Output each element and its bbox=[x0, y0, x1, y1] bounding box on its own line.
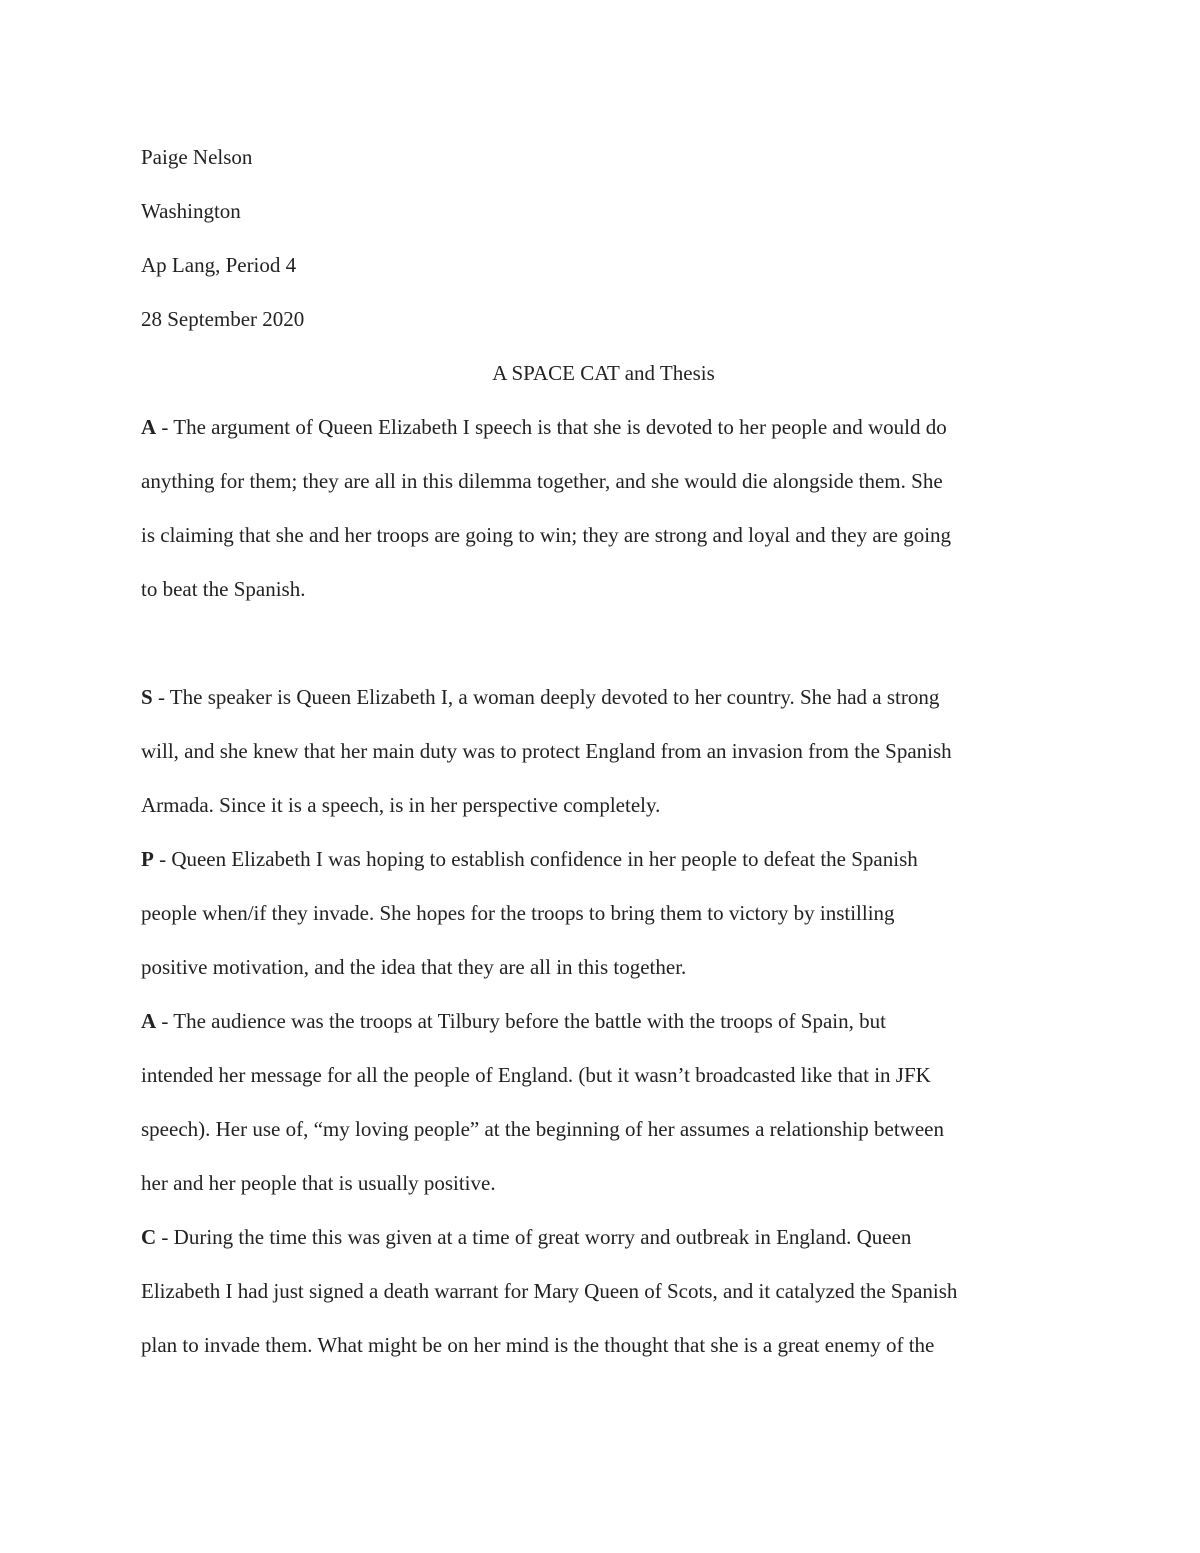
section-text-line: - The speaker is Queen Elizabeth I, a woman deeply devoted to her country. She had a strong bbox=[152, 685, 940, 709]
section-purpose bbox=[141, 832, 1066, 994]
section-text-line: positive motivation, and the idea that they are all in this together. bbox=[141, 955, 687, 979]
section-text-line: Armada. Since it is a speech, is in her perspective completely. bbox=[141, 793, 661, 817]
section-text-line: anything for them; they are all in this dilemma together, and she would die alongside them. She bbox=[141, 469, 943, 493]
section-text-line: to beat the Spanish. bbox=[141, 577, 306, 601]
section-text-line: - The argument of Queen Elizabeth I speech is that she is devoted to her people and would do bbox=[156, 415, 947, 439]
section-label: C bbox=[141, 1225, 157, 1249]
section-text-line: her and her people that is usually positive. bbox=[141, 1171, 496, 1195]
section-audience bbox=[141, 994, 1066, 1210]
section-label: A bbox=[141, 415, 157, 439]
document-date: 28 September 2020 bbox=[141, 307, 305, 331]
section-text-line: plan to invade them. What might be on her mind is the thought that she is a great enemy of the bbox=[141, 1333, 935, 1357]
section-text-line: Elizabeth I had just signed a death warrant for Mary Queen of Scots, and it catalyzed the Spanish bbox=[141, 1279, 958, 1303]
section-label: A bbox=[141, 1009, 157, 1033]
section-text-line: - Queen Elizabeth I was hoping to establish confidence in her people to defeat the Spanish bbox=[153, 847, 918, 871]
student-name: Paige Nelson bbox=[141, 145, 253, 169]
section-text-line: people when/if they invade. She hopes for the troops to bring them to victory by instilling bbox=[141, 901, 895, 925]
section-text-line: is claiming that she and her troops are going to win; they are strong and loyal and they are going bbox=[141, 523, 952, 547]
section-text-line: intended her message for all the people of England. (but it wasn’t broadcasted like that in JFK bbox=[141, 1063, 931, 1087]
section-text-line: speech). Her use of, “my loving people” at the beginning of her assumes a relationship between bbox=[141, 1117, 944, 1141]
section-text-line: - The audience was the troops at Tilbury before the battle with the troops of Spain, but bbox=[156, 1009, 886, 1033]
section-text-line: - During the time this was given at a time of great worry and outbreak in England. Queen bbox=[156, 1225, 912, 1249]
document-title: A SPACE CAT and Thesis bbox=[492, 361, 715, 385]
course-period: Ap Lang, Period 4 bbox=[141, 253, 297, 277]
section-argument bbox=[141, 400, 1066, 616]
section-label: P bbox=[141, 847, 154, 871]
section-speaker bbox=[141, 670, 1066, 832]
section-context bbox=[141, 1210, 1066, 1372]
teacher-name: Washington bbox=[141, 199, 241, 223]
section-label: S bbox=[141, 685, 153, 709]
blank-line bbox=[141, 616, 1066, 670]
section-text-line: will, and she knew that her main duty was to protect England from an invasion from the Spanish bbox=[141, 739, 952, 763]
document-page bbox=[141, 130, 1066, 1372]
